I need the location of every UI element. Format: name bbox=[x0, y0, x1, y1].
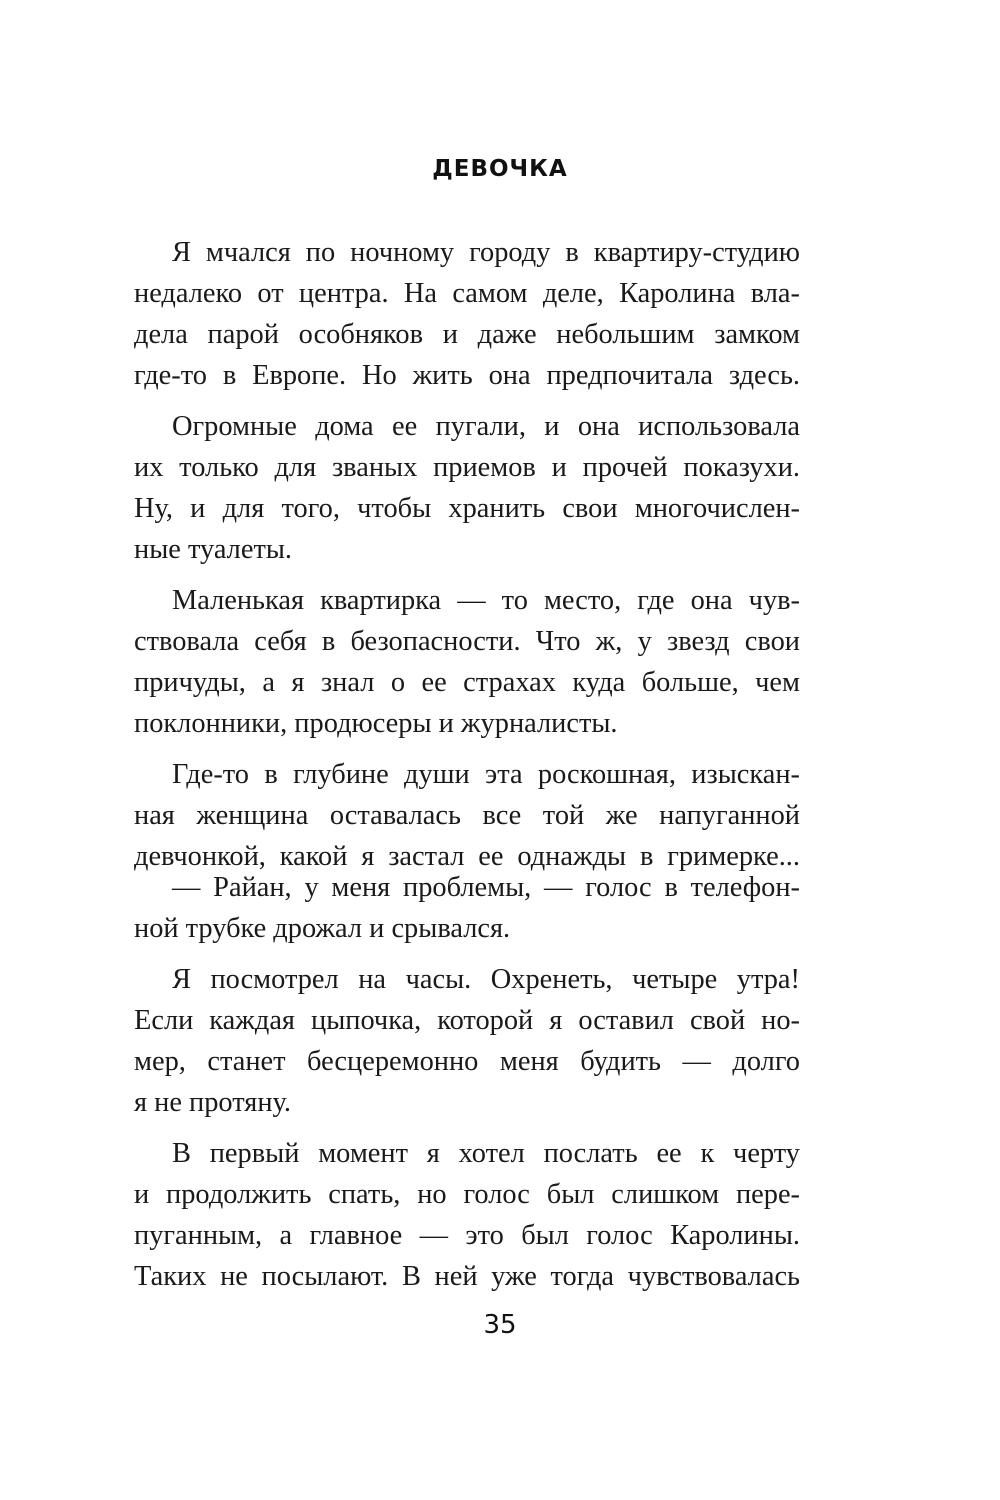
text-line: Огромные дома ее пугали, и она использовала bbox=[172, 411, 800, 442]
text-line: Где-то в глубине души эта роскошная, изыскан- bbox=[172, 759, 800, 790]
paragraph bbox=[134, 754, 800, 877]
text-line: девчонкой, какой я застал ее однажды в гримерке... bbox=[134, 841, 800, 872]
text-line: ной трубке дрожал и срывался. bbox=[134, 913, 511, 944]
text-line: Ну, и для того, чтобы хранить свои многочислен- bbox=[134, 493, 800, 524]
text-line: где-то в Европе. Но жить она предпочитала здесь. bbox=[134, 360, 800, 391]
text-block-first bbox=[134, 232, 800, 887]
text-block-second bbox=[134, 867, 800, 1307]
text-line: их только для званых приемов и прочей показухи. bbox=[134, 452, 800, 483]
text-line: поклонники, продюсеры и журналисты. bbox=[134, 708, 618, 739]
text-line: Я мчался по ночному городу в квартиру-студию bbox=[172, 237, 800, 268]
text-line: Маленькая квартирка — то место, где она чув- bbox=[172, 585, 800, 616]
paragraph bbox=[134, 1133, 800, 1297]
paragraph bbox=[134, 580, 800, 744]
text-line: ствовала себя в безопасности. Что ж, у звезд свои bbox=[134, 626, 800, 657]
paragraph bbox=[134, 959, 800, 1123]
chapter-title: ДЕВОЧКА bbox=[432, 156, 568, 182]
text-line: и продолжить спать, но голос был слишком пере- bbox=[134, 1179, 800, 1210]
text-line: мер, станет бесцеремонно меня будить — долго bbox=[134, 1046, 800, 1077]
paragraph bbox=[134, 867, 800, 949]
text-line: Если каждая цыпочка, которой я оставил свой но- bbox=[134, 1005, 800, 1036]
text-line: я не протяну. bbox=[134, 1087, 291, 1118]
text-line: Я посмотрел на часы. Охренеть, четыре утра! bbox=[172, 964, 800, 995]
text-line: ная женщина оставалась все той же напуганной bbox=[134, 800, 800, 831]
paragraph bbox=[134, 232, 800, 396]
text-line: дела парой особняков и даже небольшим замком bbox=[134, 319, 800, 350]
text-line: В первый момент я хотел послать ее к черту bbox=[172, 1138, 800, 1169]
text-line: Таких не посылают. В ней уже тогда чувствовалась bbox=[134, 1261, 800, 1292]
text-line: пуганным, а главное — это был голос Каролины. bbox=[134, 1220, 800, 1251]
text-line: недалеко от центра. На самом деле, Каролина вла- bbox=[134, 278, 800, 309]
text-line: ные туалеты. bbox=[134, 534, 293, 565]
page-number: 35 bbox=[483, 1310, 517, 1340]
text-line: — Райан, у меня проблемы, — голос в телефон- bbox=[172, 872, 800, 903]
text-line: причуды, а я знал о ее страхах куда больше, чем bbox=[134, 667, 800, 698]
paragraph bbox=[134, 406, 800, 570]
